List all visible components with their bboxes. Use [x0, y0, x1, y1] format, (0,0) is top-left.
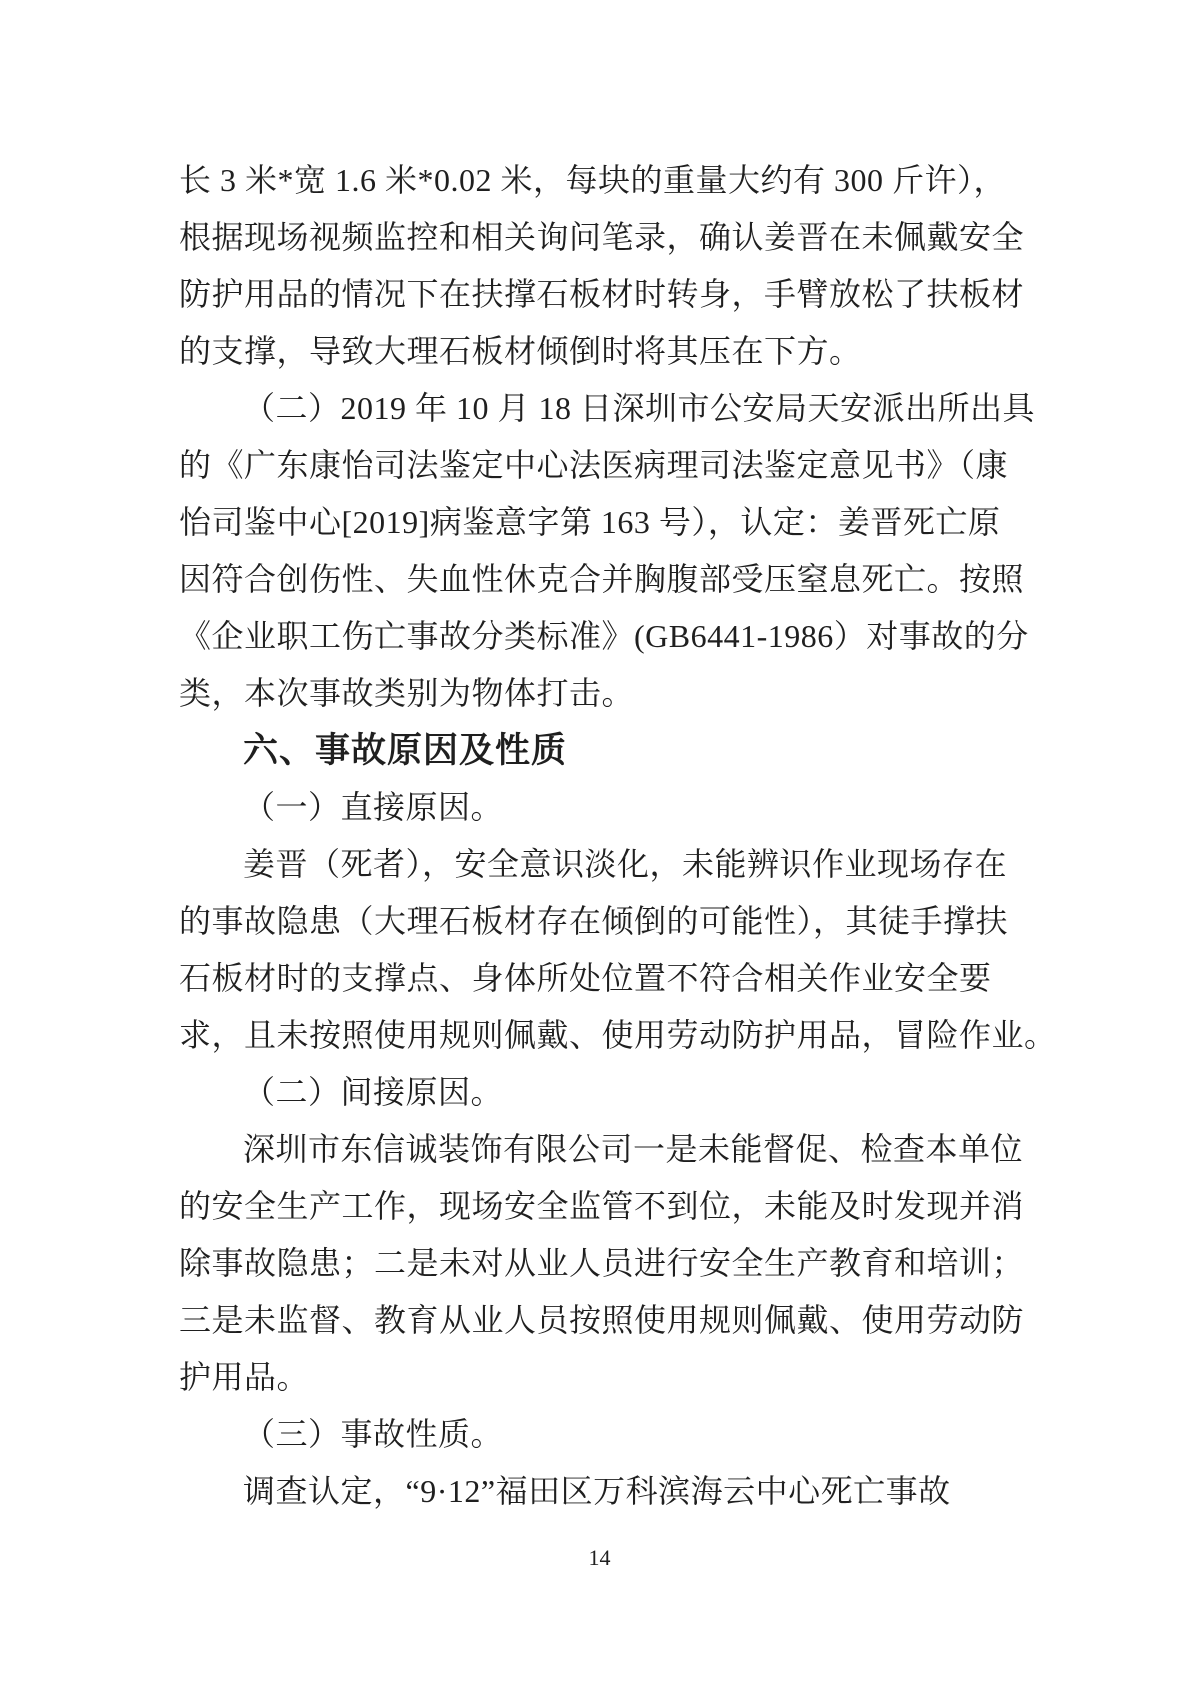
paragraph-line: （二）2019 年 10 月 18 日深圳市公安局天安派出所出具 — [243, 390, 1036, 426]
paragraph-line: 求，且未按照使用规则佩戴、使用劳动防护用品，冒险作业。 — [179, 1017, 1057, 1053]
paragraph-line: 调查认定，“9·12”福田区万科滨海云中心死亡事故 — [243, 1473, 951, 1509]
subsection-accident-nature-title: （三）事故性质。 — [243, 1416, 504, 1452]
paragraph-line: 姜晋（死者），安全意识淡化，未能辨识作业现场存在 — [243, 846, 1008, 882]
section-heading-causes: 六、事故原因及性质 — [243, 731, 568, 770]
page-number: 14 — [588, 1545, 611, 1570]
paragraph-line: 防护用品的情况下在扶撑石板材时转身，手臂放松了扶板材 — [179, 276, 1025, 312]
paragraph-line: 《企业职工伤亡事故分类标准》(GB6441-1986）对事故的分 — [179, 618, 1029, 654]
paragraph-line: 长 3 米*宽 1.6 米*0.02 米，每块的重量大约有 300 斤许）， — [179, 162, 1007, 198]
paragraph-line: 的安全生产工作，现场安全监管不到位，未能及时发现并消 — [179, 1188, 1025, 1224]
paragraph-line: 因符合创伤性、失血性休克合并胸腹部受压窒息死亡。按照 — [179, 561, 1025, 597]
paragraph-line: 的事故隐患（大理石板材存在倾倒的可能性），其徒手撑扶 — [179, 903, 1009, 939]
subsection-direct-cause-title: （一）直接原因。 — [243, 789, 504, 825]
paragraph-line: 根据现场视频监控和相关询问笔录，确认姜晋在未佩戴安全 — [179, 219, 1025, 255]
report-body-text — [179, 152, 1057, 1520]
paragraph-line: 类，本次事故类别为物体打击。 — [179, 675, 635, 711]
paragraph-line: 深圳市东信诚装饰有限公司一是未能督促、检查本单位 — [243, 1131, 1024, 1167]
paragraph-line: 怡司鉴中心[2019]病鉴意字第 163 号），认定：姜晋死亡原 — [179, 504, 1001, 540]
paragraph-line: 三是未监督、教育从业人员按照使用规则佩戴、使用劳动防 — [179, 1302, 1025, 1338]
paragraph-line: 除事故隐患；二是未对从业人员进行安全生产教育和培训； — [179, 1245, 1025, 1281]
paragraph-line: 的支撑，导致大理石板材倾倒时将其压在下方。 — [179, 333, 862, 369]
paragraph-line: 的《广东康怡司法鉴定中心法医病理司法鉴定意见书》（康 — [179, 447, 1009, 483]
paragraph-line: 护用品。 — [179, 1359, 310, 1395]
paragraph-line: 石板材时的支撑点、身体所处位置不符合相关作业安全要 — [179, 960, 992, 996]
subsection-indirect-cause-title: （二）间接原因。 — [243, 1074, 504, 1110]
